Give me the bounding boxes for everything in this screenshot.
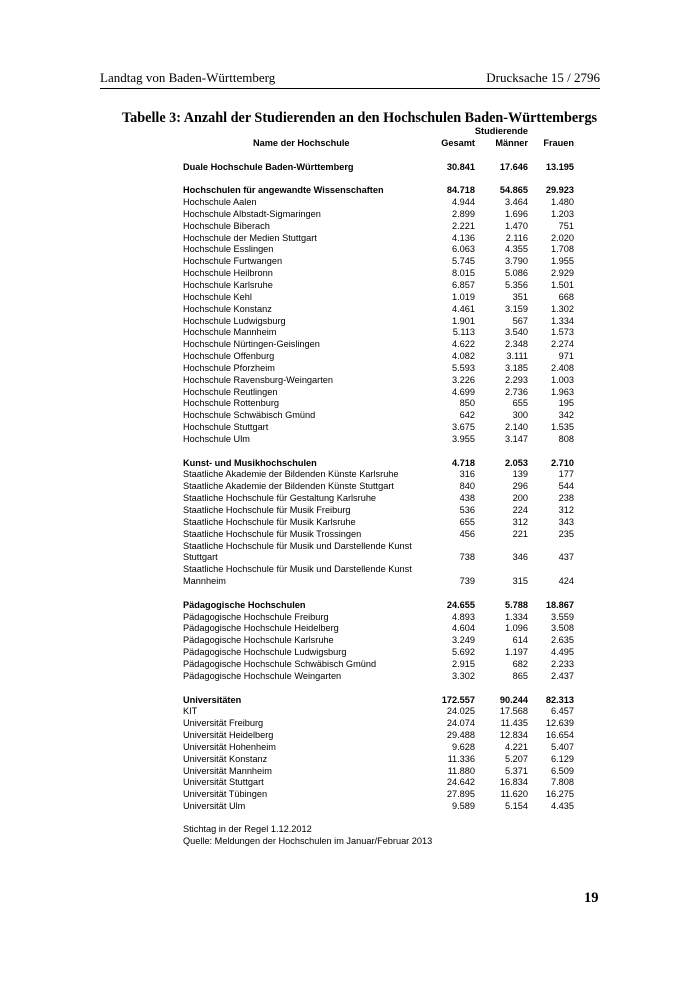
row-men: 16.834 xyxy=(499,777,528,788)
row-women: 1.003 xyxy=(551,374,574,385)
row-men: 5.371 xyxy=(505,765,528,776)
row-men: 1.096 xyxy=(505,623,528,634)
table-group-row xyxy=(183,600,578,612)
row-women: 16.654 xyxy=(545,730,574,741)
row-men: 2.348 xyxy=(505,339,528,350)
row-name: Staatliche Hochschule für Musik Karlsruhe xyxy=(183,516,356,527)
row-name: Universität Mannheim xyxy=(183,765,272,776)
row-name: Pädagogische Hochschule Schwäbisch Gmünd xyxy=(183,658,377,669)
table-row xyxy=(183,398,578,410)
row-name: Hochschule Pforzheim xyxy=(183,362,275,373)
row-men: 1.470 xyxy=(505,220,528,231)
row-name: Hochschule Offenburg xyxy=(183,351,275,362)
row-total: 3.249 xyxy=(452,635,475,646)
table-row xyxy=(183,529,578,541)
row-men: 4.355 xyxy=(505,244,528,255)
group-name: Pädagogische Hochschulen xyxy=(183,599,306,610)
row-name-line2: Mannheim xyxy=(183,576,226,587)
row-total: 2.915 xyxy=(452,658,475,669)
row-name: KIT xyxy=(183,706,198,717)
col-header-total: Gesamt xyxy=(441,137,475,148)
row-women: 238 xyxy=(558,493,574,504)
row-total: 642 xyxy=(459,410,475,421)
row-total: 4.893 xyxy=(452,611,475,622)
group-women: 13.195 xyxy=(545,161,574,172)
table-row xyxy=(183,221,578,233)
row-name: Hochschule Albstadt-Sigmaringen xyxy=(183,208,321,219)
row-men: 3.185 xyxy=(505,362,528,373)
table-row xyxy=(183,754,578,766)
row-men: 1.696 xyxy=(505,208,528,219)
row-men: 5.086 xyxy=(505,268,528,279)
group-total: 24.655 xyxy=(446,599,475,610)
row-men: 12.834 xyxy=(499,730,528,741)
row-women: 971 xyxy=(558,351,574,362)
note-source: Quelle: Meldungen der Hochschulen im Januar/Februar 2013 xyxy=(183,835,433,846)
row-total: 4.699 xyxy=(452,386,475,397)
row-men: 200 xyxy=(512,493,528,504)
row-name: Hochschule Heilbronn xyxy=(183,268,273,279)
table-row xyxy=(183,469,578,481)
row-women: 12.639 xyxy=(545,718,574,729)
row-name: Staatliche Hochschule für Musik Freiburg xyxy=(183,505,351,515)
group-total: 4.718 xyxy=(452,457,475,468)
table-row xyxy=(183,517,578,529)
table-row xyxy=(183,541,578,565)
table-row xyxy=(183,612,578,624)
row-women: 1.203 xyxy=(551,208,574,219)
row-men: 4.221 xyxy=(505,741,528,752)
row-name: Hochschule Stuttgart xyxy=(183,422,269,433)
row-women: 437 xyxy=(558,552,574,563)
table-row xyxy=(183,635,578,647)
row-total: 24.074 xyxy=(446,718,475,729)
group-name: Universitäten xyxy=(183,694,242,705)
row-women: 343 xyxy=(558,516,574,527)
row-women: 7.808 xyxy=(551,777,574,788)
row-men: 3.111 xyxy=(506,351,528,362)
row-total: 5.692 xyxy=(452,647,475,658)
row-total: 24.642 xyxy=(446,777,475,788)
group-total: 172.557 xyxy=(441,694,475,705)
row-men: 315 xyxy=(512,576,528,587)
row-men: 655 xyxy=(512,398,528,409)
group-name: Kunst- und Musikhochschulen xyxy=(183,457,317,468)
row-women: 544 xyxy=(558,481,574,492)
row-men: 346 xyxy=(512,552,528,563)
row-name-line1: Staatliche Hochschule für Musik und Darstellende Kunst xyxy=(183,540,412,551)
table-row xyxy=(183,623,578,635)
table-row xyxy=(183,493,578,505)
row-name: Universität Stuttgart xyxy=(183,777,264,788)
col-header-name: Name der Hochschule xyxy=(253,137,350,148)
table-row xyxy=(183,434,578,446)
row-total: 8.015 xyxy=(452,268,475,279)
row-men: 865 xyxy=(512,670,528,681)
row-men: 312 xyxy=(512,516,528,527)
row-men: 3.147 xyxy=(505,433,528,444)
note-reference-date: Stichtag in der Regel 1.12.2012 xyxy=(183,824,312,834)
row-men: 614 xyxy=(512,635,528,646)
header-left-text: Landtag von Baden-Württemberg xyxy=(100,70,276,85)
table-row xyxy=(183,375,578,387)
row-women: 424 xyxy=(558,576,574,587)
row-total: 739 xyxy=(459,576,475,587)
row-men: 351 xyxy=(512,291,528,302)
row-men: 5.207 xyxy=(505,753,528,764)
row-name: Pädagogische Hochschule Freiburg xyxy=(183,611,329,622)
table-notes xyxy=(183,824,432,848)
table-row xyxy=(183,777,578,789)
table-row xyxy=(183,327,578,339)
table-row xyxy=(183,363,578,375)
row-total: 4.136 xyxy=(452,232,475,243)
table-row xyxy=(183,316,578,328)
row-name: Universität Konstanz xyxy=(183,753,268,764)
row-men: 2.293 xyxy=(505,374,528,385)
row-total: 11.336 xyxy=(447,753,475,764)
table-row xyxy=(183,387,578,399)
row-name: Universität Hohenheim xyxy=(183,741,276,752)
table-body xyxy=(183,162,578,813)
row-women: 2.437 xyxy=(551,670,574,681)
table-group-row xyxy=(183,185,578,197)
row-women: 6.509 xyxy=(551,765,574,776)
row-total: 655 xyxy=(459,516,475,527)
row-men: 3.790 xyxy=(505,256,528,267)
row-name: Hochschule Konstanz xyxy=(183,303,272,314)
row-men: 2.140 xyxy=(505,422,528,433)
group-total: 30.841 xyxy=(446,161,475,172)
row-women: 4.435 xyxy=(551,801,574,812)
row-name: Pädagogische Hochschule Karlsruhe xyxy=(183,635,334,646)
group-men: 17.646 xyxy=(499,161,528,172)
row-total: 4.944 xyxy=(452,197,475,208)
row-men: 224 xyxy=(512,505,528,515)
group-name: Hochschulen für angewandte Wissenschaften xyxy=(183,185,384,196)
table-group-row xyxy=(183,695,578,707)
row-name: Hochschule Ulm xyxy=(183,433,250,444)
group-women: 82.313 xyxy=(545,694,574,705)
row-name: Universität Ulm xyxy=(183,801,246,812)
table-row xyxy=(183,197,578,209)
row-name xyxy=(183,564,412,588)
table-row xyxy=(183,292,578,304)
row-men: 567 xyxy=(512,315,528,326)
row-name: Staatliche Akademie der Bildenden Künste Karlsruhe xyxy=(183,469,399,480)
row-women: 1.334 xyxy=(551,315,574,326)
row-women: 2.274 xyxy=(551,339,574,350)
row-total: 5.113 xyxy=(452,327,475,338)
row-total: 1.901 xyxy=(452,315,475,326)
row-women: 1.708 xyxy=(551,244,574,255)
row-women: 3.508 xyxy=(551,623,574,634)
row-men: 17.568 xyxy=(499,706,528,717)
row-women: 1.480 xyxy=(551,197,574,208)
group-men: 5.788 xyxy=(505,599,528,610)
row-total: 24.025 xyxy=(446,706,475,717)
table-row xyxy=(183,410,578,422)
row-men: 2.116 xyxy=(505,232,528,243)
row-name: Hochschule Karlsruhe xyxy=(183,279,273,290)
table-row xyxy=(183,564,578,588)
row-women: 177 xyxy=(558,469,574,480)
row-total: 4.604 xyxy=(452,623,475,634)
row-name: Hochschule Reutlingen xyxy=(183,386,278,397)
row-name: Hochschule Esslingen xyxy=(183,244,274,255)
row-men: 5.356 xyxy=(505,279,528,290)
table-group-row xyxy=(183,458,578,470)
row-name: Hochschule Ludwigsburg xyxy=(183,315,286,326)
row-women: 4.495 xyxy=(551,647,574,658)
row-total: 27.895 xyxy=(446,789,475,800)
row-women: 3.559 xyxy=(551,611,574,622)
row-name: Hochschule Biberach xyxy=(183,220,270,231)
row-women: 195 xyxy=(558,398,574,409)
row-name: Universität Heidelberg xyxy=(183,730,274,741)
row-total: 3.675 xyxy=(452,422,475,433)
row-name: Staatliche Hochschule für Musik Trossingen xyxy=(183,528,362,539)
row-name: Hochschule Ravensburg-Weingarten xyxy=(183,374,333,385)
row-men: 3.159 xyxy=(505,303,528,314)
row-total: 4.622 xyxy=(452,339,475,350)
row-women: 2.020 xyxy=(551,232,574,243)
row-women: 751 xyxy=(558,220,574,231)
table-row xyxy=(183,233,578,245)
row-men: 296 xyxy=(512,481,528,492)
table-row xyxy=(183,280,578,292)
table-row xyxy=(183,742,578,754)
row-women: 2.929 xyxy=(551,268,574,279)
table-row xyxy=(183,505,578,517)
row-total: 3.955 xyxy=(452,433,475,444)
table-row xyxy=(183,647,578,659)
group-women: 18.867 xyxy=(545,599,574,610)
group-total: 84.718 xyxy=(446,185,475,196)
row-women: 1.955 xyxy=(551,256,574,267)
row-total: 536 xyxy=(459,505,475,515)
group-men: 54.865 xyxy=(499,185,528,196)
students-table xyxy=(183,126,578,813)
row-women: 342 xyxy=(558,410,574,421)
table-column-header-row xyxy=(183,138,578,150)
row-name: Hochschule Mannheim xyxy=(183,327,277,338)
row-total: 3.302 xyxy=(452,670,475,681)
row-women: 1.501 xyxy=(551,279,574,290)
row-women: 16.275 xyxy=(545,789,574,800)
row-name: Hochschule Nürtingen-Geislingen xyxy=(183,339,320,350)
row-men: 3.540 xyxy=(505,327,528,338)
table-row xyxy=(183,659,578,671)
row-women: 2.233 xyxy=(551,658,574,669)
table-title: Tabelle 3: Anzahl der Studierenden an den Hochschulen Baden-Württembergs xyxy=(122,110,598,126)
table-row xyxy=(183,339,578,351)
row-name xyxy=(183,541,412,565)
row-total: 3.226 xyxy=(452,374,475,385)
row-women: 2.635 xyxy=(551,635,574,646)
table-row xyxy=(183,789,578,801)
row-total: 29.488 xyxy=(446,730,475,741)
row-total: 11.880 xyxy=(447,765,475,776)
super-header-studierende: Studierende xyxy=(474,126,528,136)
row-men: 11.620 xyxy=(500,789,528,800)
group-women: 29.923 xyxy=(545,185,574,196)
row-men: 300 xyxy=(512,410,528,421)
row-men: 682 xyxy=(512,658,528,669)
row-men: 139 xyxy=(512,469,528,480)
row-name: Hochschule Rottenburg xyxy=(183,398,280,409)
col-header-men: Männer xyxy=(495,137,528,148)
page-header xyxy=(100,70,600,88)
table-row xyxy=(183,801,578,813)
row-name: Hochschule Kehl xyxy=(183,291,252,302)
row-name: Staatliche Hochschule für Gestaltung Karlsruhe xyxy=(183,493,377,504)
table-row xyxy=(183,351,578,363)
row-total: 5.593 xyxy=(452,362,475,373)
row-women: 2.408 xyxy=(551,362,574,373)
row-name: Staatliche Akademie der Bildenden Künste Stuttgart xyxy=(183,481,394,492)
row-total: 4.461 xyxy=(452,303,475,314)
row-women: 235 xyxy=(558,528,574,539)
table-row xyxy=(183,718,578,730)
row-women: 6.129 xyxy=(551,753,574,764)
row-women: 1.302 xyxy=(551,303,574,314)
row-name-line1: Staatliche Hochschule für Musik und Darstellende Kunst xyxy=(183,564,412,575)
row-men: 3.464 xyxy=(505,197,528,208)
row-total: 6.857 xyxy=(452,279,475,290)
row-total: 2.221 xyxy=(452,220,475,231)
row-women: 1.963 xyxy=(551,386,574,397)
row-name: Hochschule der Medien Stuttgart xyxy=(183,232,317,243)
row-name: Hochschule Aalen xyxy=(183,197,257,208)
group-men: 90.244 xyxy=(499,694,528,705)
table-group-row xyxy=(183,162,578,174)
row-men: 1.197 xyxy=(505,647,528,658)
row-name: Universität Tübingen xyxy=(183,789,268,800)
row-women: 1.573 xyxy=(551,327,574,338)
row-name-line2: Stuttgart xyxy=(183,552,218,563)
row-name: Pädagogische Hochschule Weingarten xyxy=(183,670,342,681)
row-women: 312 xyxy=(558,505,574,515)
row-total: 840 xyxy=(459,481,475,492)
row-total: 5.745 xyxy=(452,256,475,267)
row-total: 850 xyxy=(459,398,475,409)
row-total: 9.628 xyxy=(452,741,475,752)
table-row xyxy=(183,268,578,280)
table-row xyxy=(183,766,578,778)
row-name: Pädagogische Hochschule Ludwigsburg xyxy=(183,647,347,658)
table-row xyxy=(183,244,578,256)
row-women: 668 xyxy=(558,291,574,302)
row-name: Pädagogische Hochschule Heidelberg xyxy=(183,623,339,634)
row-women: 5.407 xyxy=(551,741,574,752)
row-total: 6.063 xyxy=(452,244,475,255)
row-total: 4.082 xyxy=(452,351,475,362)
col-header-women: Frauen xyxy=(543,137,574,148)
row-name: Universität Freiburg xyxy=(183,718,264,729)
table-row xyxy=(183,671,578,683)
row-men: 5.154 xyxy=(505,801,528,812)
row-total: 438 xyxy=(459,493,475,504)
row-men: 1.334 xyxy=(505,611,528,622)
table-row xyxy=(183,481,578,493)
row-women: 808 xyxy=(558,433,574,444)
group-name: Duale Hochschule Baden-Württemberg xyxy=(183,161,354,172)
table-row xyxy=(183,209,578,221)
table-row xyxy=(183,304,578,316)
table-row xyxy=(183,706,578,718)
row-women: 6.457 xyxy=(551,706,574,717)
header-rule xyxy=(100,88,600,89)
row-men: 11.435 xyxy=(500,718,528,729)
table-row xyxy=(183,422,578,434)
row-total: 9.589 xyxy=(452,801,475,812)
row-total: 738 xyxy=(459,552,475,563)
table-row xyxy=(183,730,578,742)
row-total: 456 xyxy=(459,528,475,539)
row-name: Hochschule Schwäbisch Gmünd xyxy=(183,410,316,421)
row-total: 2.899 xyxy=(452,208,475,219)
group-men: 2.053 xyxy=(505,457,528,468)
table-super-header-row xyxy=(183,126,578,138)
row-men: 2.736 xyxy=(505,386,528,397)
table-row xyxy=(183,256,578,268)
row-name: Hochschule Furtwangen xyxy=(183,256,283,267)
header-right-text: Drucksache 15 / 2796 xyxy=(486,70,600,85)
page-number: 19 xyxy=(584,890,599,906)
group-women: 2.710 xyxy=(551,457,574,468)
row-total: 1.019 xyxy=(452,291,475,302)
row-men: 221 xyxy=(512,528,528,539)
row-total: 316 xyxy=(459,469,475,480)
row-women: 1.535 xyxy=(551,422,574,433)
